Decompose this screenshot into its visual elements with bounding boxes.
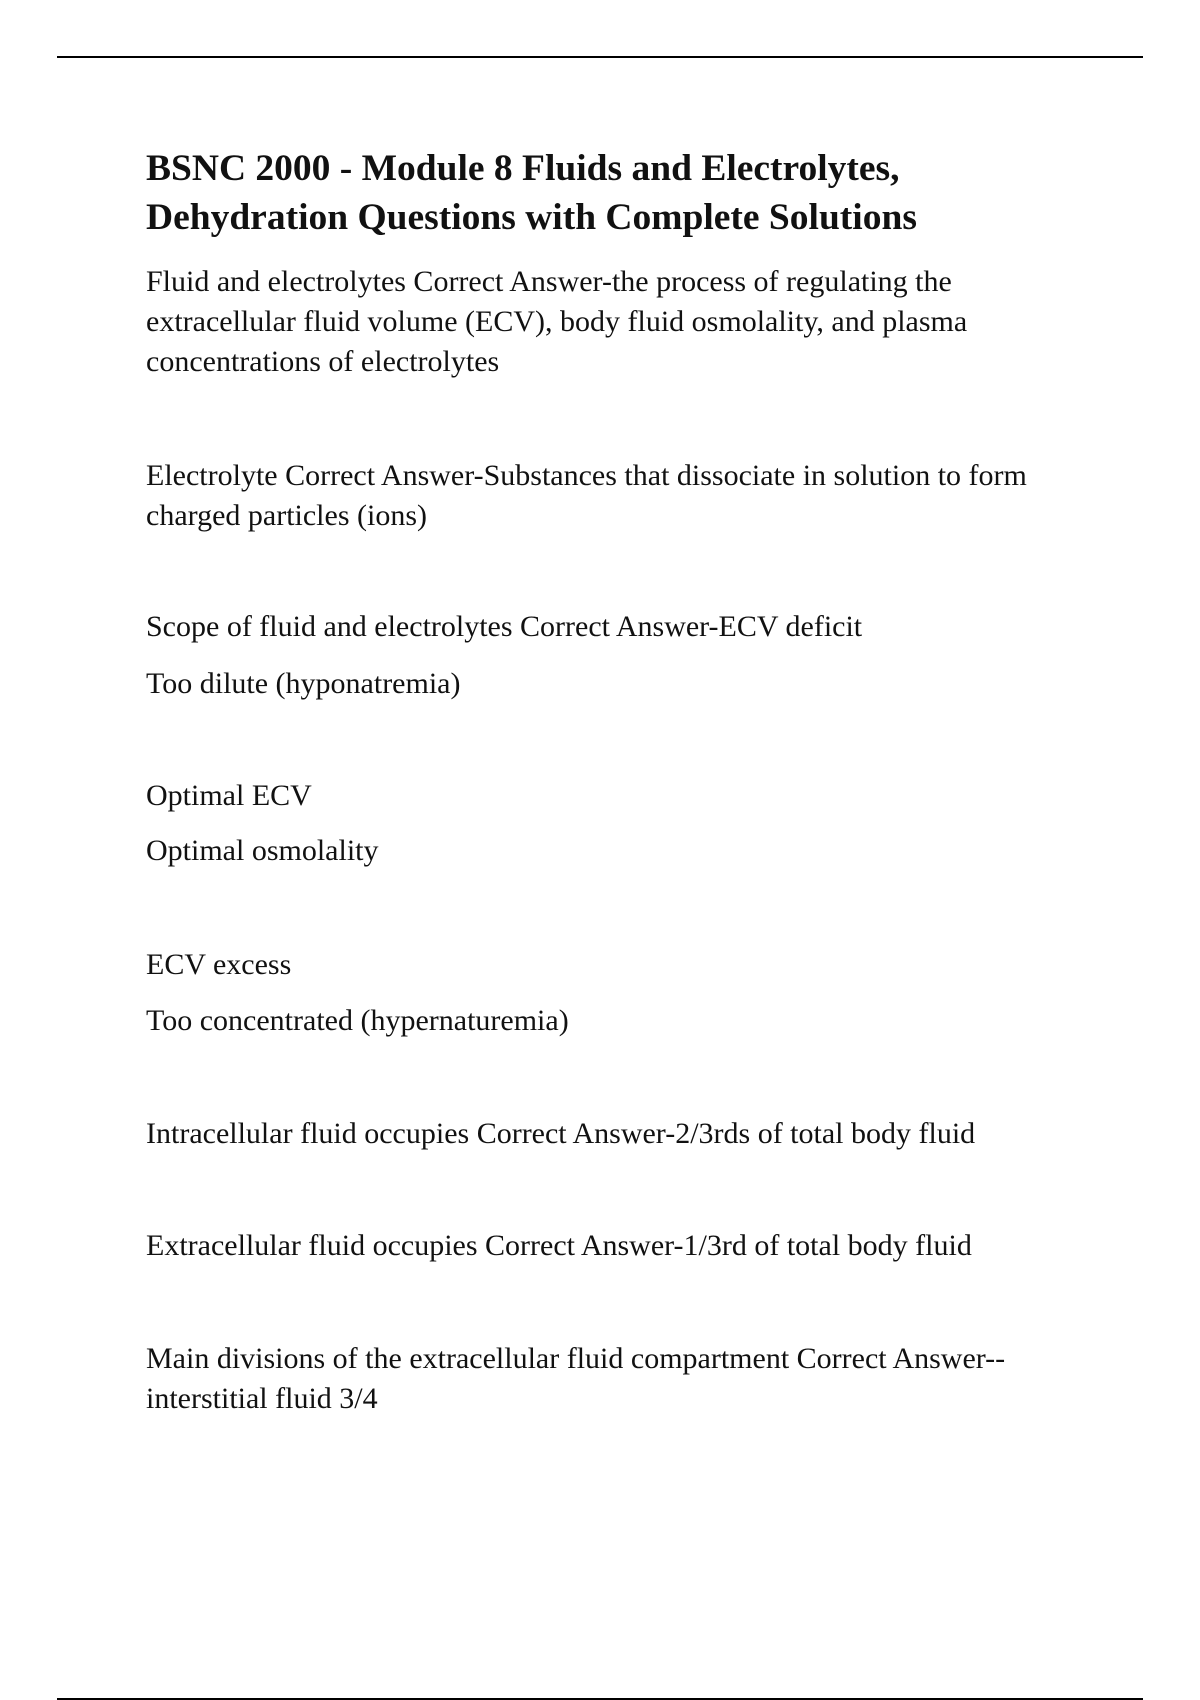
entry-ecv-excess: ECV excess [146, 948, 292, 981]
entry-optimal-osmolality: Optimal osmolality [146, 834, 379, 867]
top-divider [57, 56, 1143, 58]
entry-intracellular-fluid: Intracellular fluid occupies Correct Answer-2/3rds of total body fluid [146, 1117, 976, 1150]
entry-electrolyte: Electrolyte Correct Answer-Substances that dissociate in solution to form charged particles (ions) [146, 459, 1027, 532]
entry-too-dilute: Too dilute (hyponatremia) [146, 667, 461, 700]
document-title: BSNC 2000 - Module 8 Fluids and Electrolytes, Dehydration Questions with Complete Solutions [146, 148, 917, 238]
entry-optimal-ecv: Optimal ECV [146, 779, 312, 812]
entry-fluid-and-electrolytes: Fluid and electrolytes Correct Answer-the process of regulating the extracellular fluid volume (ECV), body fluid osmolality, and plasma concentrations of electrolytes [146, 265, 968, 378]
entry-too-concentrated: Too concentrated (hypernaturemia) [146, 1004, 569, 1037]
entry-main-divisions: Main divisions of the extracellular fluid compartment Correct Answer--interstitial fluid 3/4 [146, 1342, 1006, 1415]
entry-extracellular-fluid: Extracellular fluid occupies Correct Answer-1/3rd of total body fluid [146, 1229, 972, 1262]
entry-scope-of-fluid: Scope of fluid and electrolytes Correct Answer-ECV deficit [146, 610, 863, 643]
